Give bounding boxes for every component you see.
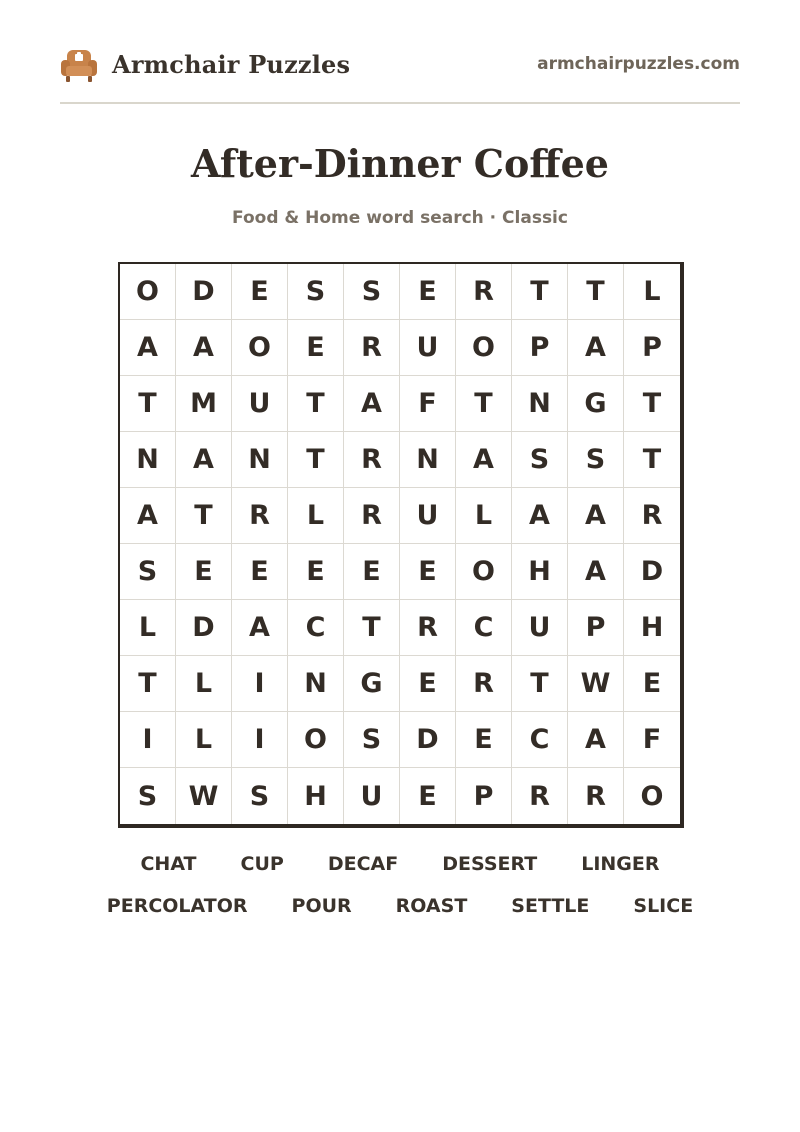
grid-cell[interactable]: H: [512, 544, 568, 600]
grid-cell[interactable]: A: [176, 432, 232, 488]
grid-cell[interactable]: E: [344, 544, 400, 600]
grid-cell[interactable]: R: [456, 264, 512, 320]
grid-cell[interactable]: P: [568, 600, 624, 656]
page-header: [60, 40, 740, 88]
grid-cell[interactable]: T: [456, 376, 512, 432]
word-list-item: CUP: [240, 853, 284, 875]
grid-cell[interactable]: A: [232, 600, 288, 656]
grid-cell[interactable]: E: [288, 544, 344, 600]
site-url-link[interactable]: armchairpuzzles.com: [537, 54, 740, 74]
grid-cell[interactable]: I: [120, 712, 176, 768]
word-list-row: [85, 894, 715, 918]
grid-cell[interactable]: N: [400, 432, 456, 488]
grid-cell[interactable]: A: [120, 320, 176, 376]
brand[interactable]: [60, 44, 350, 84]
grid-cell[interactable]: N: [120, 432, 176, 488]
grid-cell[interactable]: O: [288, 712, 344, 768]
grid-cell[interactable]: D: [400, 712, 456, 768]
header-divider: [60, 102, 740, 104]
grid-cell[interactable]: I: [232, 656, 288, 712]
grid-cell[interactable]: T: [120, 376, 176, 432]
word-list-item: LINGER: [581, 853, 660, 875]
grid-cell[interactable]: F: [400, 376, 456, 432]
grid-cell[interactable]: S: [120, 768, 176, 824]
grid-cell[interactable]: A: [568, 544, 624, 600]
puzzle-subtitle: Food & Home word search · Classic: [232, 208, 568, 228]
grid-cell[interactable]: S: [344, 264, 400, 320]
grid-cell[interactable]: W: [176, 768, 232, 824]
grid-cell[interactable]: G: [344, 656, 400, 712]
grid-cell[interactable]: S: [232, 768, 288, 824]
grid-cell[interactable]: T: [624, 376, 680, 432]
grid-cell[interactable]: I: [232, 712, 288, 768]
grid-cell[interactable]: E: [400, 544, 456, 600]
word-search-grid: [118, 262, 684, 828]
grid-cell[interactable]: U: [400, 488, 456, 544]
grid-cell[interactable]: A: [568, 712, 624, 768]
grid-cell[interactable]: D: [624, 544, 680, 600]
grid-cell[interactable]: O: [640, 780, 664, 812]
grid-cell[interactable]: R: [232, 488, 288, 544]
grid-cell[interactable]: H: [624, 600, 680, 656]
grid-cell[interactable]: E: [400, 656, 456, 712]
grid-cell[interactable]: A: [568, 320, 624, 376]
grid-cell[interactable]: E: [232, 544, 288, 600]
grid-cell[interactable]: U: [512, 600, 568, 656]
grid-cell[interactable]: E: [624, 656, 680, 712]
grid-cell[interactable]: U: [232, 376, 288, 432]
grid-cell[interactable]: S: [344, 712, 400, 768]
grid-cell[interactable]: E: [288, 320, 344, 376]
grid-cell[interactable]: A: [568, 488, 624, 544]
word-list-item: DECAF: [327, 853, 399, 875]
grid-cell[interactable]: O: [456, 544, 512, 600]
grid-cell[interactable]: N: [232, 432, 288, 488]
grid-cell[interactable]: A: [176, 320, 232, 376]
grid-cell[interactable]: D: [176, 600, 232, 656]
grid-cell[interactable]: A: [512, 488, 568, 544]
grid-cell[interactable]: P: [624, 320, 680, 376]
grid-cell[interactable]: R: [568, 768, 624, 824]
grid-cell[interactable]: U: [344, 768, 400, 824]
grid-cell[interactable]: G: [568, 376, 624, 432]
grid-cell[interactable]: T: [288, 432, 344, 488]
grid-cell[interactable]: L: [624, 264, 680, 320]
grid-cell[interactable]: P: [512, 320, 568, 376]
puzzle-title: After-Dinner Coffee: [191, 141, 609, 186]
word-list-row: [118, 852, 681, 876]
grid-cell[interactable]: E: [456, 712, 512, 768]
grid-cell[interactable]: S: [288, 264, 344, 320]
grid-cell[interactable]: T: [176, 488, 232, 544]
armchair-icon: [60, 44, 98, 84]
grid-cell[interactable]: S: [512, 432, 568, 488]
grid-cell[interactable]: A: [344, 376, 400, 432]
grid-cell[interactable]: T: [344, 600, 400, 656]
word-list-item: PERCOLATOR: [106, 895, 248, 917]
grid-cell[interactable]: T: [568, 264, 624, 320]
grid-cell[interactable]: E: [400, 768, 456, 824]
grid-cell[interactable]: E: [400, 264, 456, 320]
grid-cell[interactable]: T: [120, 656, 176, 712]
word-list-item: ROAST: [395, 895, 468, 917]
grid-cell[interactable]: O: [120, 264, 176, 320]
grid-cell[interactable]: L: [176, 712, 232, 768]
word-list-item: SLICE: [633, 895, 694, 917]
grid-cell[interactable]: S: [568, 432, 624, 488]
word-list-item: CHAT: [140, 853, 197, 875]
grid-cell[interactable]: U: [400, 320, 456, 376]
grid-cell[interactable]: T: [288, 376, 344, 432]
grid-cell[interactable]: N: [288, 656, 344, 712]
grid-cell[interactable]: L: [120, 600, 176, 656]
word-list-item: DESSERT: [442, 853, 538, 875]
grid-cell[interactable]: T: [624, 432, 680, 488]
grid-cell[interactable]: S: [120, 544, 176, 600]
grid-cell[interactable]: M: [176, 376, 232, 432]
grid-cell[interactable]: N: [512, 376, 568, 432]
grid-cell[interactable]: A: [120, 488, 176, 544]
grid-cell[interactable]: L: [288, 488, 344, 544]
grid-cell[interactable]: R: [456, 656, 512, 712]
grid-cell[interactable]: R: [344, 488, 400, 544]
word-list: [60, 852, 740, 918]
grid-cell[interactable]: O: [232, 320, 288, 376]
grid-cell[interactable]: P: [456, 768, 512, 824]
grid-cell[interactable]: R: [344, 320, 400, 376]
grid-cell[interactable]: E: [176, 544, 232, 600]
grid-cell[interactable]: L: [176, 656, 232, 712]
grid-cell[interactable]: R: [512, 768, 568, 824]
grid-cell[interactable]: C: [456, 600, 512, 656]
grid-cell[interactable]: C: [512, 712, 568, 768]
grid-cell[interactable]: R: [400, 600, 456, 656]
grid-cell[interactable]: E: [232, 264, 288, 320]
grid-cell[interactable]: C: [288, 600, 344, 656]
grid-cell[interactable]: H: [288, 768, 344, 824]
grid-cell[interactable]: L: [456, 488, 512, 544]
word-list-item: SETTLE: [511, 895, 590, 917]
grid-cell[interactable]: O: [456, 320, 512, 376]
grid-cell[interactable]: D: [176, 264, 232, 320]
grid-cell[interactable]: W: [568, 656, 624, 712]
grid-cell[interactable]: R: [624, 488, 680, 544]
grid-cell[interactable]: F: [624, 712, 680, 768]
word-list-item: POUR: [291, 895, 352, 917]
grid-cell[interactable]: T: [512, 264, 568, 320]
grid-cell[interactable]: T: [512, 656, 568, 712]
brand-name: Armchair Puzzles: [112, 49, 351, 79]
grid-cell[interactable]: R: [344, 432, 400, 488]
grid-cell[interactable]: A: [456, 432, 512, 488]
